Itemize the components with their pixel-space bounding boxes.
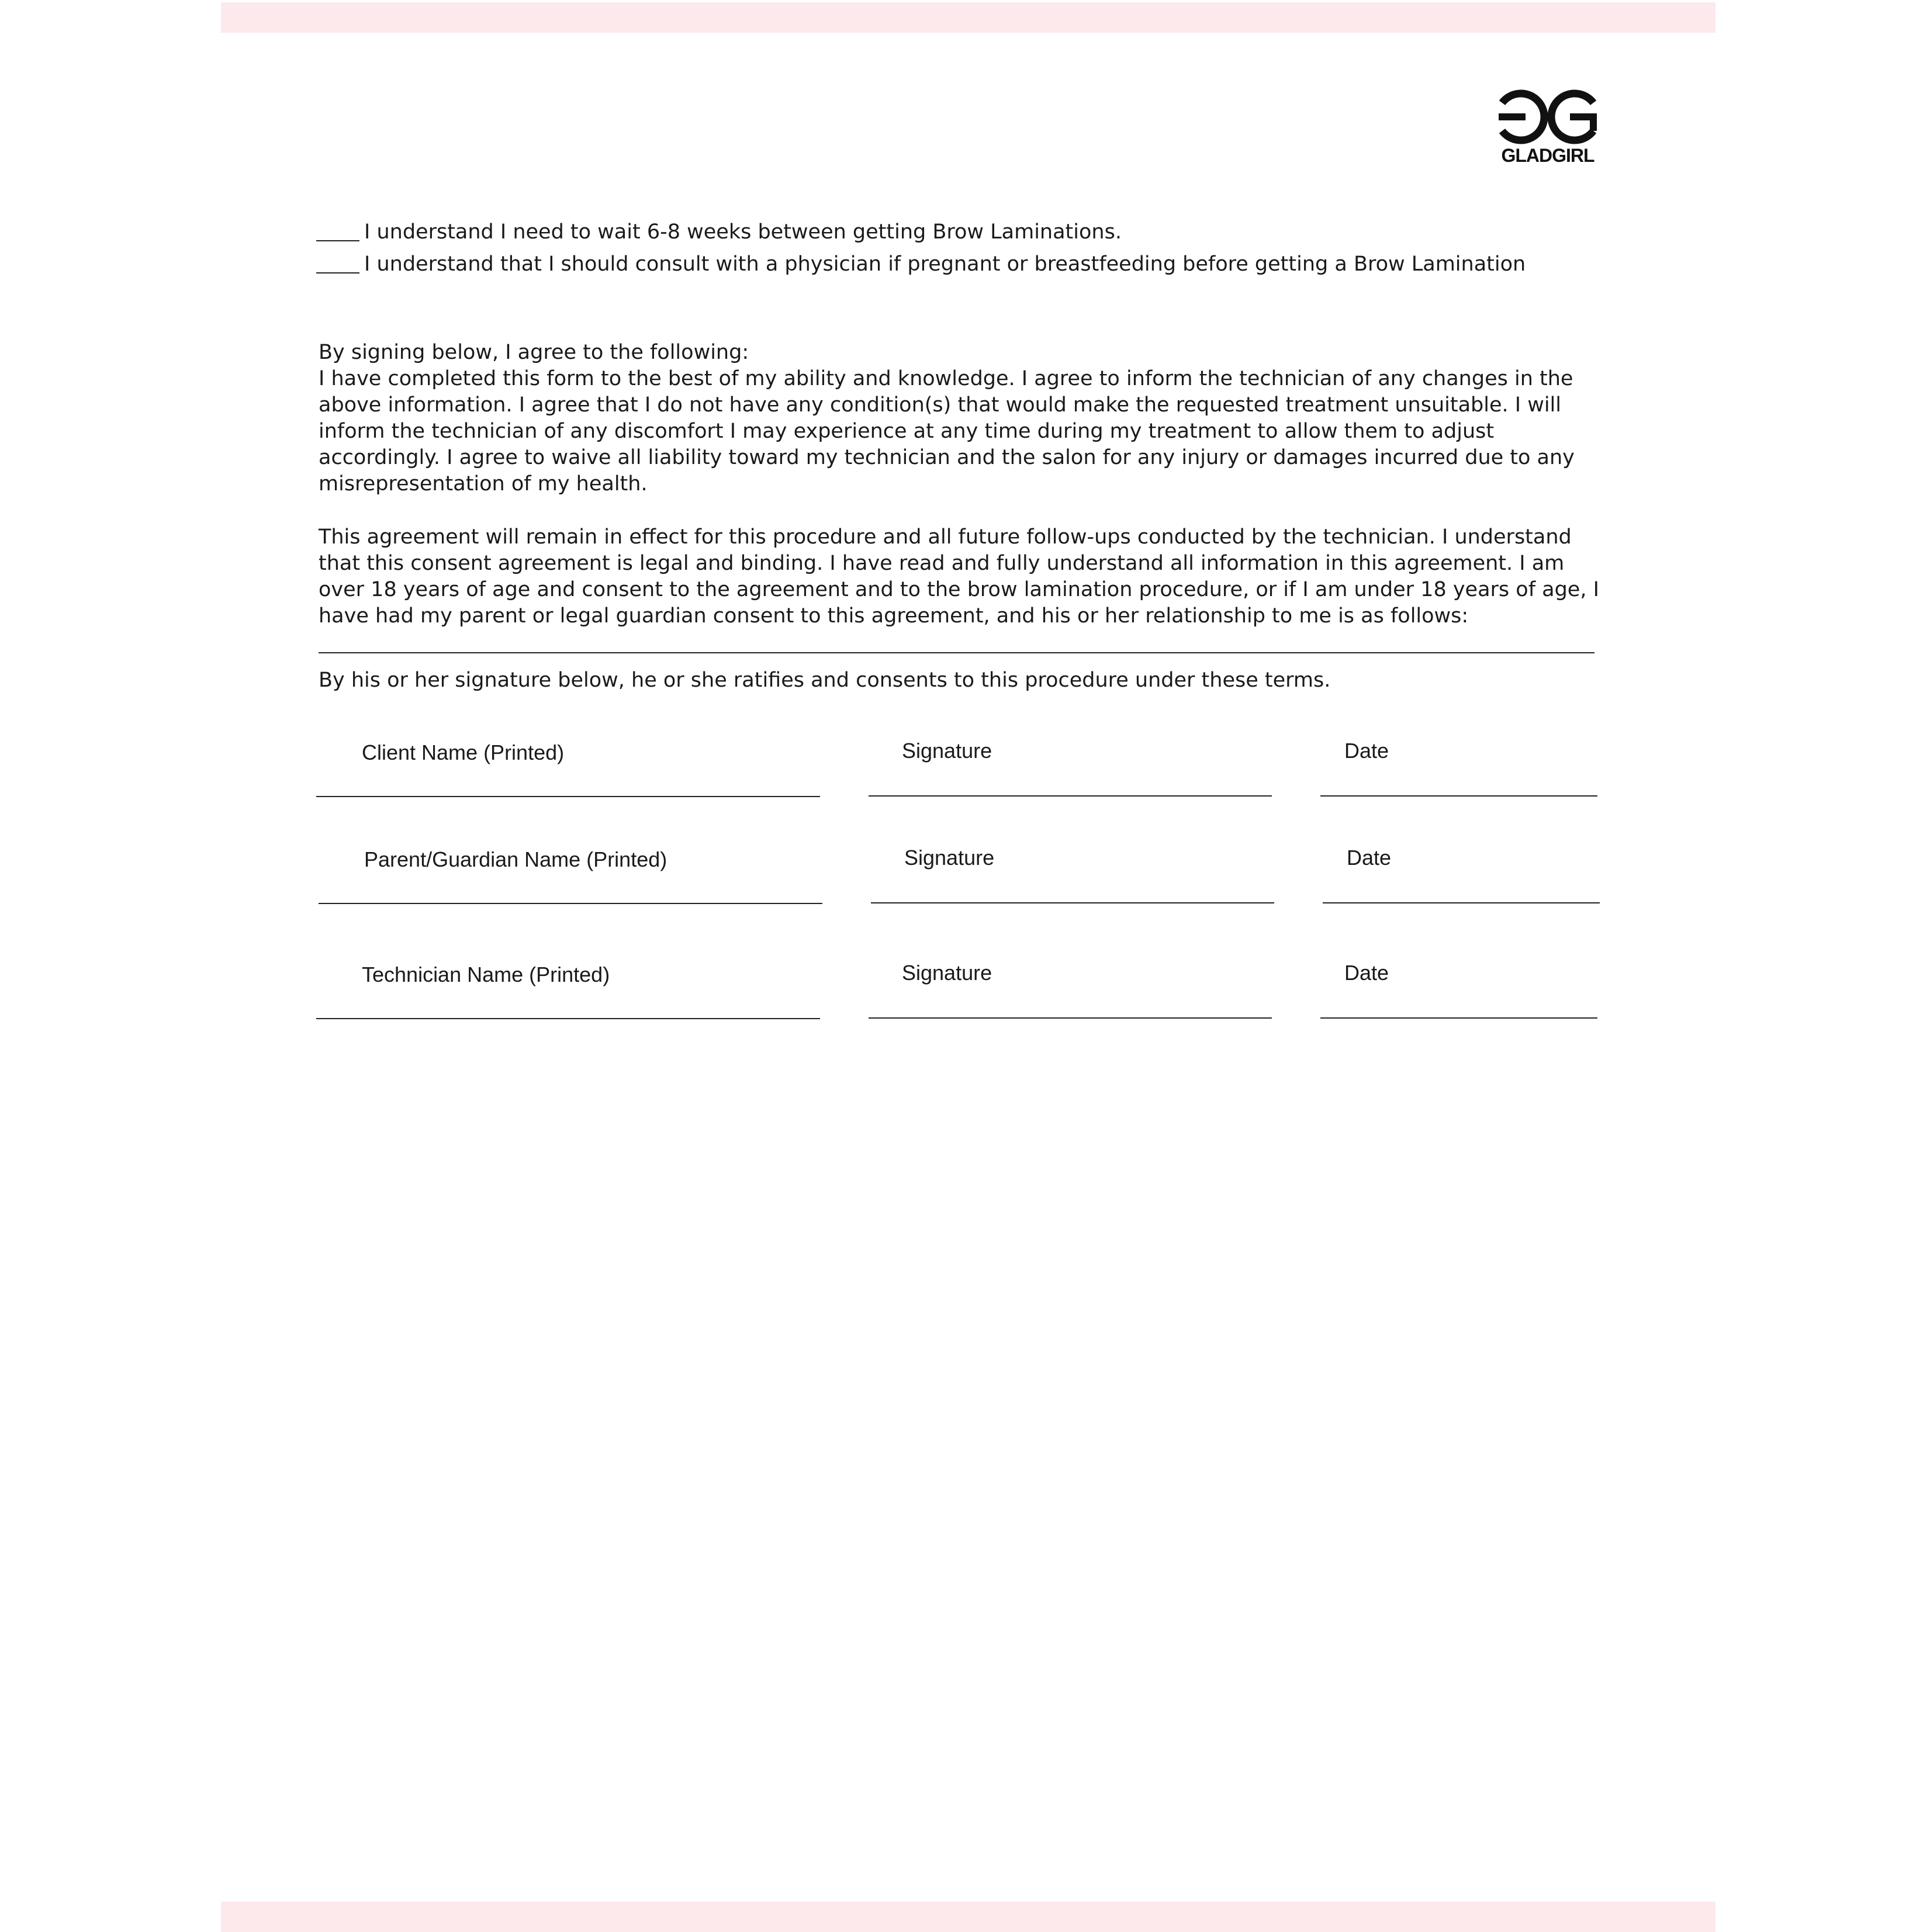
- checklist-item: [316, 250, 1526, 278]
- client-name-line[interactable]: [316, 796, 820, 797]
- guardian-signature-label: Signature: [904, 846, 995, 870]
- technician-date-label: Date: [1344, 961, 1389, 985]
- top-accent-band: [221, 2, 1715, 33]
- agreement-paragraph-2: This agreement will remain in effect for this procedure and all future follow-ups conducted by the technician. I understand that this consent agreement is legal and binding. I have read and fully understand all information in this agreement. I am over 18 years of age and consent to the agreement and to the brow lamination procedure, or if I am under 18 years of age, I have had my parent or legal guardian consent to this agreement, and his or her relationship to me is as follows:: [319, 525, 1599, 628]
- checklist-text: I understand I need to wait 6-8 weeks between getting Brow Laminations.: [364, 220, 1122, 244]
- relationship-line[interactable]: [319, 652, 1595, 653]
- guardian-name-label: Parent/Guardian Name (Printed): [364, 847, 667, 871]
- technician-date-line[interactable]: [1320, 1017, 1597, 1019]
- agreement-paragraph-1: I have completed this form to the best of my ability and knowledge. I agree to inform the technician of any changes in the above information. I agree that I do not have any condition(s) that would make the requested treatment unsuitable. I will inform the technician of any discomfort I may experience at any time during my treatment to allow them to adjust accordingly. I agree to waive all liability toward my technician and the salon for any injury or damages incurred due to any misrepresentation of my health.: [319, 367, 1575, 496]
- guardian-date-label: Date: [1347, 846, 1392, 870]
- ratify-text: By his or her signature below, he or she ratifies and consents to this procedure under these terms.: [319, 669, 1331, 692]
- client-date-label: Date: [1344, 739, 1389, 763]
- gg-monogram-icon: [1494, 88, 1602, 146]
- technician-signature-label: Signature: [902, 961, 992, 985]
- client-signature-label: Signature: [902, 739, 992, 763]
- client-date-line[interactable]: [1320, 795, 1597, 797]
- technician-signature-line[interactable]: [869, 1017, 1272, 1019]
- guardian-date-line[interactable]: [1323, 902, 1600, 903]
- bottom-accent-band: [221, 1902, 1715, 1932]
- checklist-text: I understand that I should consult with a physician if pregnant or breastfeeding before getting a Brow Lamination: [364, 252, 1526, 276]
- technician-name-line[interactable]: [316, 1018, 820, 1019]
- technician-name-label: Technician Name (Printed): [362, 962, 610, 986]
- guardian-signature-line[interactable]: [871, 902, 1274, 903]
- agreement-heading: By signing below, I agree to the following:: [319, 341, 749, 364]
- client-signature-line[interactable]: [869, 795, 1272, 797]
- brand-name: GLADGIRL: [1501, 145, 1595, 166]
- brand-logo: [1494, 88, 1602, 169]
- client-name-label: Client Name (Printed): [362, 740, 565, 764]
- initial-blank[interactable]: [316, 240, 359, 241]
- guardian-name-line[interactable]: [319, 903, 822, 904]
- checklist-item: [316, 218, 1122, 246]
- initial-blank[interactable]: [316, 272, 359, 273]
